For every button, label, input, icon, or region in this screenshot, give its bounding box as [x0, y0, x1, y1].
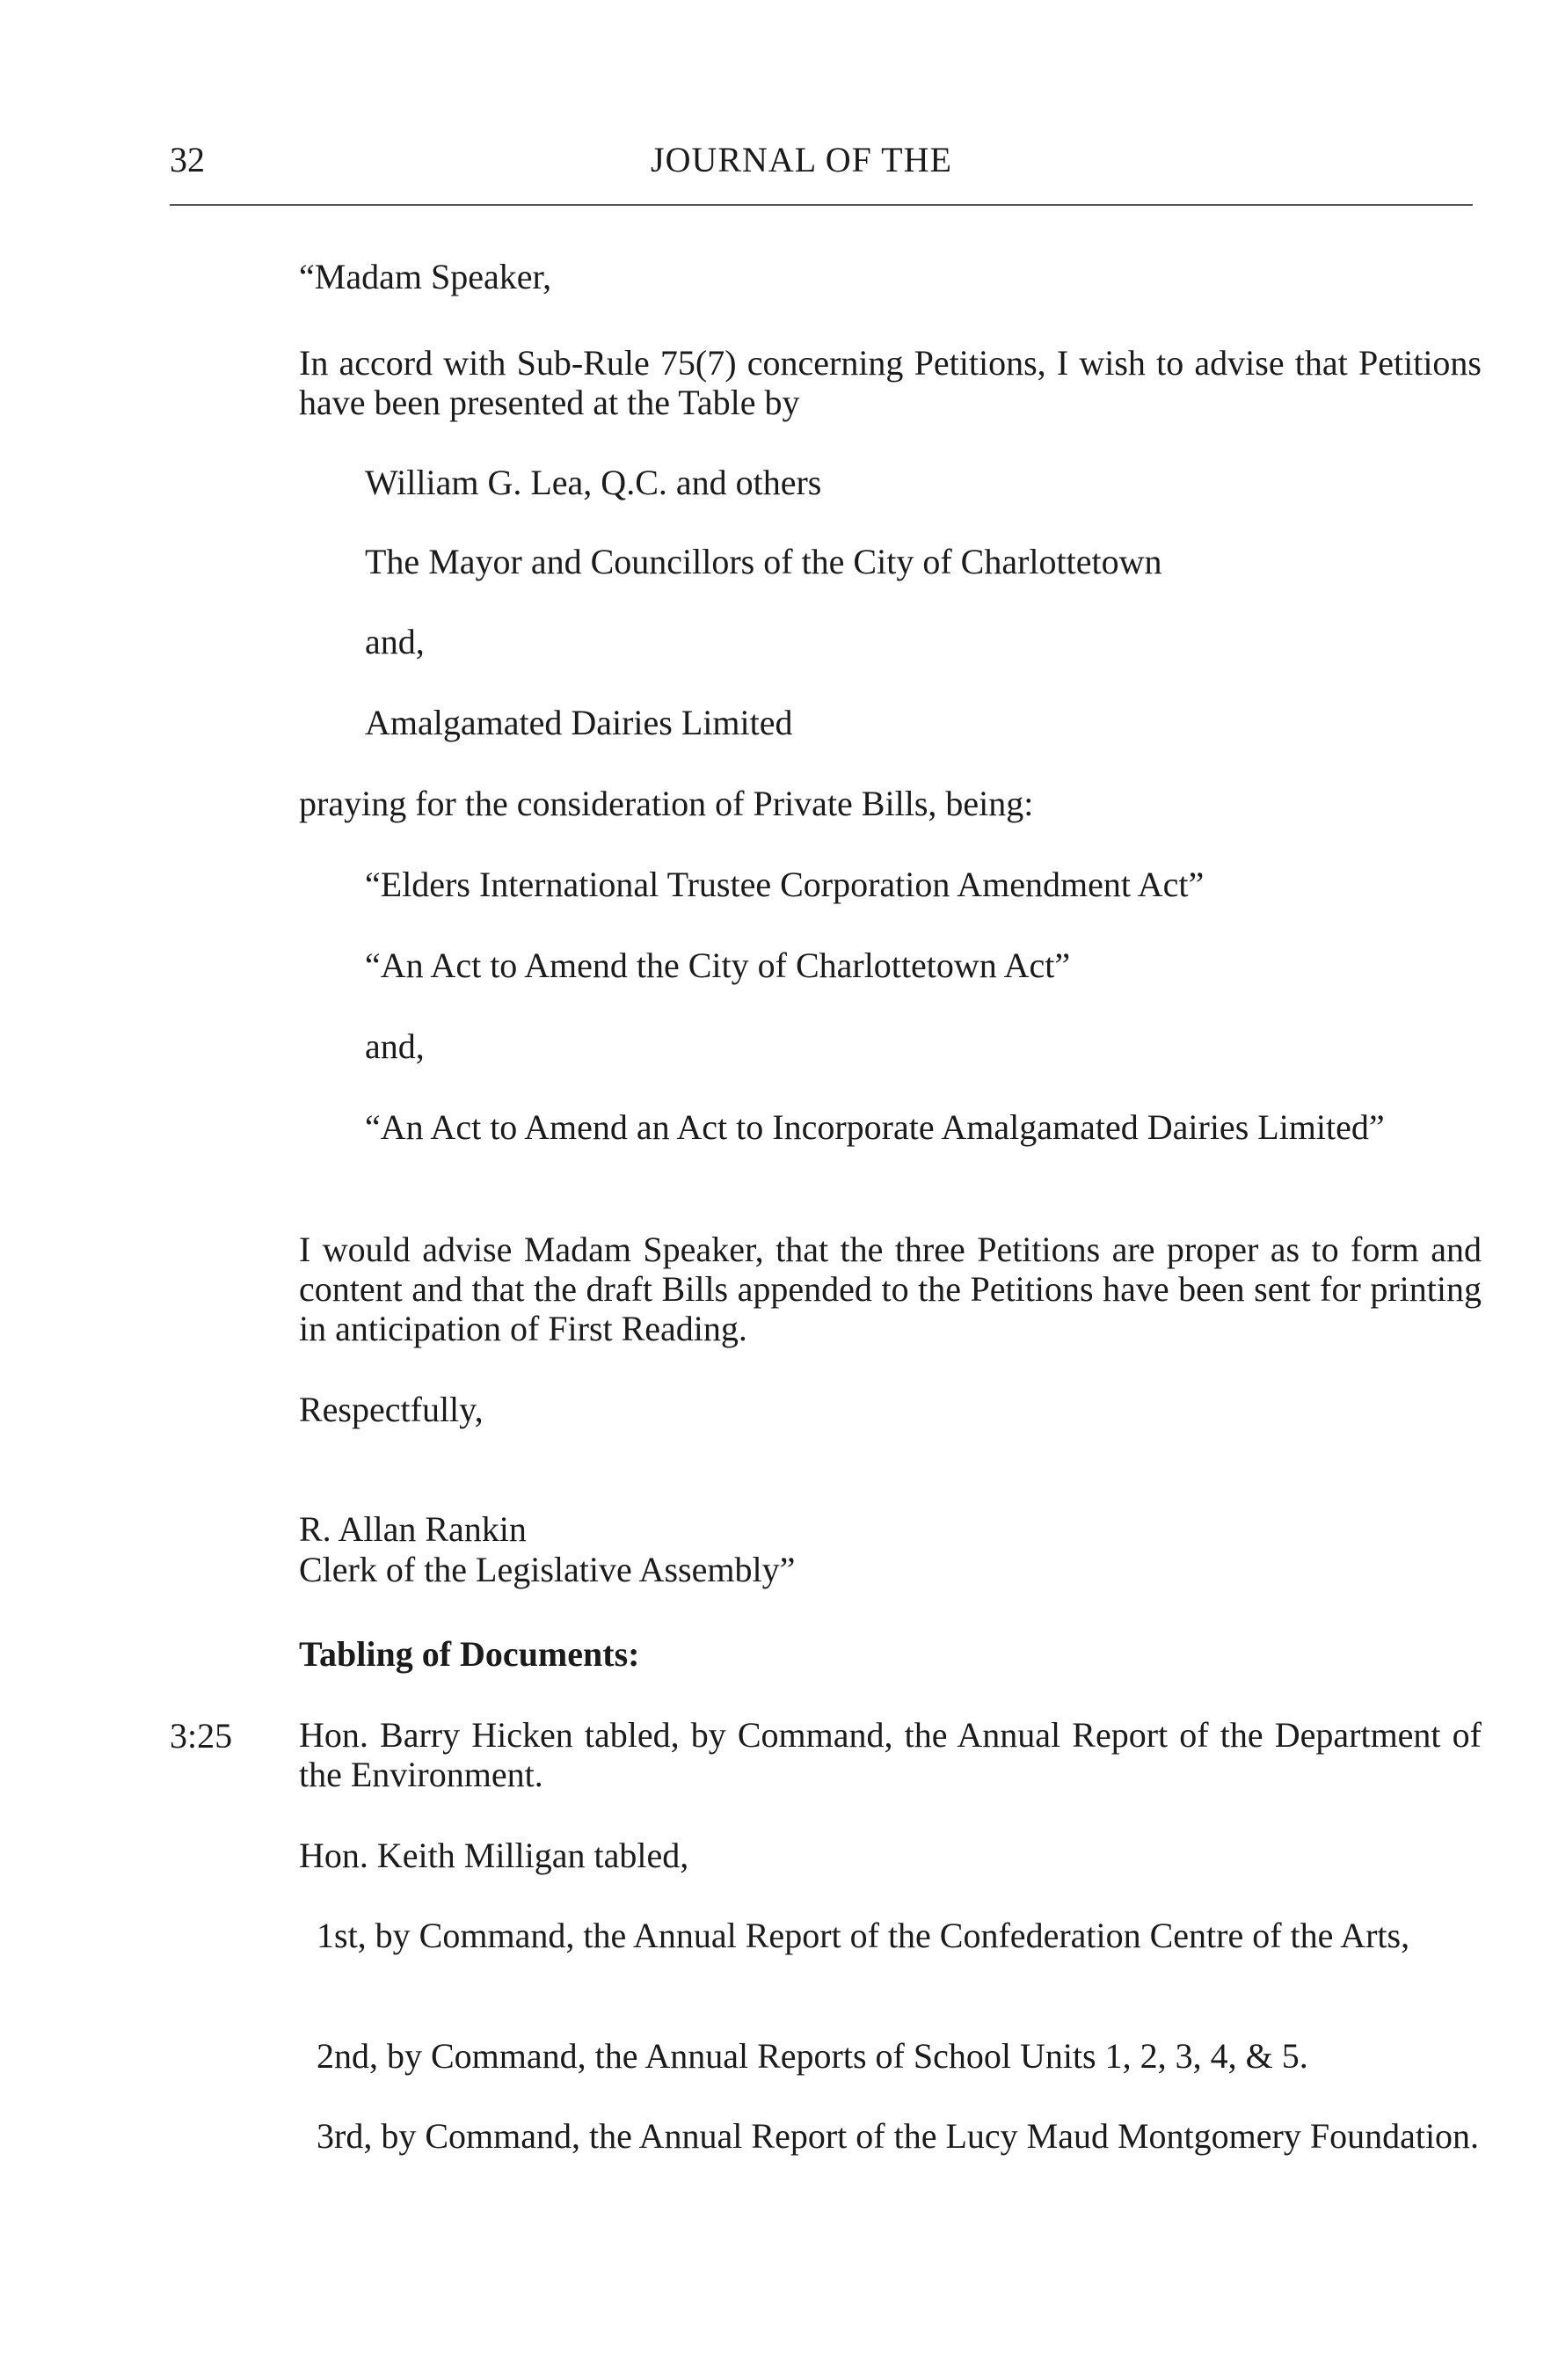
closing: Respectfully,	[299, 1390, 484, 1429]
petitioner-connector: and,	[365, 622, 425, 661]
praying-line: praying for the consideration of Private Bills, being:	[299, 784, 1034, 823]
tabling-subitem-2: 2nd, by Command, the Annual Reports of School Units 1, 2, 3, 4, & 5.	[317, 2036, 1308, 2076]
page-number: 32	[170, 140, 205, 179]
header-rule	[170, 204, 1473, 206]
signature-title: Clerk of the Legislative Assembly”	[299, 1550, 796, 1589]
intro-paragraph: In accord with Sub-Rule 75(7) concerning Petitions, I wish to advise that Petitions have been presented at the Table by	[299, 343, 1482, 422]
tabling-item-hicken: Hon. Barry Hicken tabled, by Command, the Annual Report of the Department of the Environment.	[299, 1715, 1482, 1794]
advice-paragraph: I would advise Madam Speaker, that the three Petitions are proper as to form and content and that the draft Bills appended to the Petitions have been sent for printing in anticipation of First Reading.	[299, 1230, 1482, 1348]
tabling-subitem-1: 1st, by Command, the Annual Report of the Confederation Centre of the Arts,	[317, 1916, 1410, 1955]
bill-3: “An Act to Amend an Act to Incorporate Amalgamated Dairies Limited”	[365, 1107, 1385, 1147]
bill-connector: and,	[365, 1026, 425, 1066]
salutation: “Madam Speaker,	[299, 257, 552, 296]
petitioner-2: The Mayor and Councillors of the City of Charlottetown	[365, 542, 1162, 581]
signature-name: R. Allan Rankin	[299, 1509, 527, 1549]
bill-1: “Elders International Trustee Corporation Amendment Act”	[365, 865, 1205, 904]
tabling-heading: Tabling of Documents:	[299, 1634, 640, 1674]
petitioner-3: Amalgamated Dairies Limited	[365, 703, 793, 742]
tabling-subitem-3: 3rd, by Command, the Annual Report of the Lucy Maud Montgomery Foundation.	[317, 2116, 1480, 2156]
petitioner-1: William G. Lea, Q.C. and others	[365, 463, 822, 502]
bill-2: “An Act to Amend the City of Charlottetown Act”	[365, 945, 1071, 985]
tabling-item-milligan: Hon. Keith Milligan tabled,	[299, 1836, 689, 1875]
running-header: JOURNAL OF THE	[651, 140, 952, 179]
time-marker: 3:25	[170, 1716, 233, 1756]
